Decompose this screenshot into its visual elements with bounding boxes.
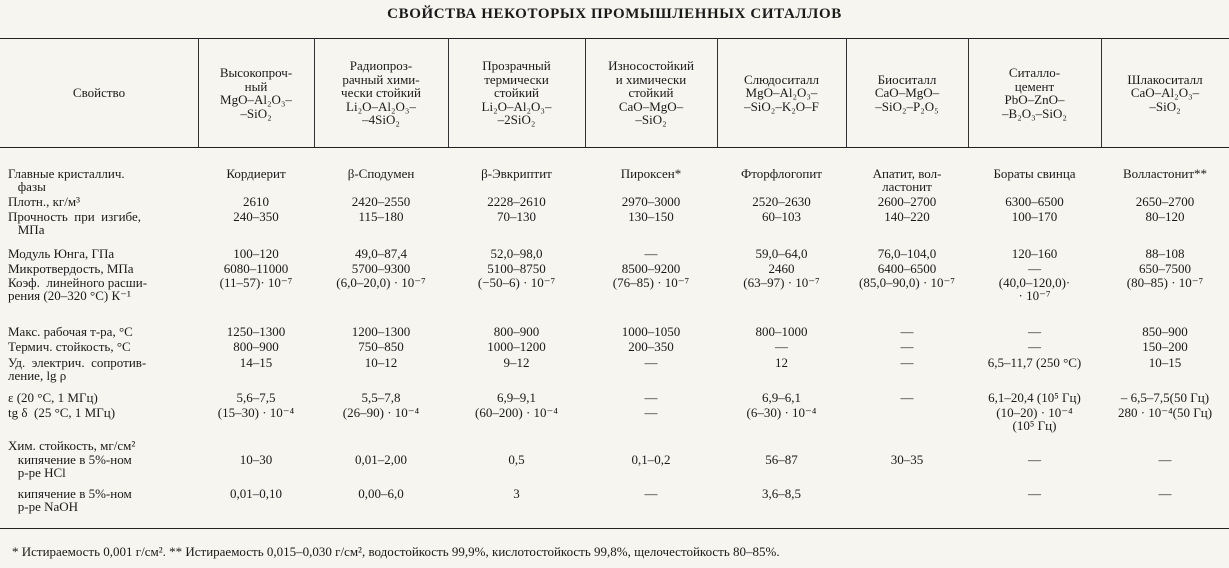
column-header-line: –SiO₂–K₂O–F bbox=[744, 98, 819, 114]
column-header-line: ный bbox=[244, 78, 268, 94]
table-cell-naoh-c7: — bbox=[1028, 486, 1041, 501]
column-header-line: Li₂O–Al₂O₃– bbox=[481, 98, 552, 114]
table-cell-microhard-c8: 650–7500 bbox=[1139, 261, 1191, 276]
table-cell-phases-c3: β-Эвкриптит bbox=[481, 166, 552, 181]
column-header-line: Радиопроз- bbox=[349, 58, 413, 74]
table-cell-young-c8: 88–108 bbox=[1145, 246, 1185, 261]
table-cell-density-c4: 2970–3000 bbox=[621, 194, 681, 209]
column-header-line: PbO–ZnO– bbox=[1004, 92, 1065, 107]
table-cell-density-c8: 2650–2700 bbox=[1135, 194, 1195, 209]
column-header-line: Биоситалл bbox=[877, 71, 937, 87]
table-title: СВОЙСТВА НЕКОТОРЫХ ПРОМЫШЛЕННЫХ СИТАЛЛОВ bbox=[387, 6, 842, 22]
column-header-c5 bbox=[717, 42, 846, 144]
column-header-line: –SiO₂–P₂O₅ bbox=[875, 98, 939, 114]
cell-line: tg δ (25 °С, 1 МГц) bbox=[8, 405, 116, 420]
table-cell-naoh-c3: 3 bbox=[513, 486, 520, 501]
cell-line: Главные кристаллич. bbox=[8, 166, 125, 181]
cell-line: · 10⁻⁷ bbox=[1018, 288, 1051, 304]
column-header-line: –SiO₂ bbox=[240, 105, 272, 121]
table-cell-maxtemp-c6: — bbox=[900, 324, 914, 339]
table-cell-phases-c2: β-Сподумен bbox=[347, 166, 415, 181]
table-cell-resistivity-c1: 14–15 bbox=[239, 355, 273, 370]
column-header-line: рачный хими- bbox=[342, 71, 420, 87]
cell-line: ε (20 °С, 1 МГц) bbox=[8, 390, 98, 405]
table-cell-resistivity-c7: 6,5–11,7 (250 °С) bbox=[987, 355, 1082, 370]
column-header-line: –4SiO₂ bbox=[362, 112, 400, 128]
table-cell-tgdelta-c4: — bbox=[644, 405, 658, 420]
column-header-c7 bbox=[968, 42, 1101, 144]
column-header-line: Свойство bbox=[72, 85, 126, 101]
column-header-line: Li₂O–Al₂O₃– bbox=[346, 98, 416, 114]
table-cell-thermres-c3: 1000–1200 bbox=[487, 339, 546, 354]
column-header-line: Высокопроч- bbox=[219, 65, 293, 80]
table-cell-thermres-c1: 800–900 bbox=[233, 339, 279, 354]
table-cell-epsilon-c5: 6,9–6,1 bbox=[762, 390, 801, 405]
table-cell-naoh-c2: 0,00–6,0 bbox=[358, 486, 404, 501]
table-cell-naoh-c4: — bbox=[644, 486, 658, 501]
column-header-line: –B₂O₃–SiO₂ bbox=[1002, 105, 1067, 121]
cell-line: ластонит bbox=[882, 179, 932, 195]
cell-line: кипячение в 5%-ном bbox=[8, 486, 132, 501]
column-header-line: термически bbox=[484, 71, 549, 87]
cell-line: фазы bbox=[8, 179, 46, 195]
table-cell-epsilon-c1: 5,6–7,5 bbox=[236, 390, 276, 405]
column-header-line: MgO–Al₂O₃– bbox=[220, 92, 292, 107]
table-cell-epsilon-c3: 6,9–9,1 bbox=[497, 390, 536, 405]
table-cell-strength-c6: 140–220 bbox=[884, 209, 930, 224]
table-cell-epsilon-c7: 6,1–20,4 (10⁵ Гц) bbox=[988, 390, 1081, 405]
column-header-line: Износостойкий bbox=[608, 58, 694, 74]
cell-line: Плотн., кг/м³ bbox=[8, 194, 80, 209]
table-cell-naoh-c5: 3,6–8,5 bbox=[762, 486, 801, 501]
column-header-line: MgO–Al₂O₃– bbox=[745, 85, 818, 101]
column-header-line: Шлакоситалл bbox=[1127, 71, 1203, 87]
table-cell-young-c1: 100–120 bbox=[233, 246, 279, 261]
table-cell-phases-c1: Кордиерит bbox=[226, 166, 286, 181]
table-cell-naoh-c1: 0,01–0,10 bbox=[230, 486, 282, 501]
table-cell-density-c5: 2520–2630 bbox=[752, 194, 811, 209]
cell-line: (40,0–120,0)· bbox=[998, 275, 1071, 290]
table-cell-maxtemp-c4: 1000–1050 bbox=[621, 324, 681, 339]
table-cell-hcl-c5: 56–87 bbox=[765, 452, 798, 467]
table-cell-young-c3: 52,0–98,0 bbox=[490, 246, 543, 261]
row-label-young bbox=[8, 247, 194, 260]
table-cell-resistivity-c3: 9–12 bbox=[503, 355, 530, 370]
column-header-line: –SiO₂ bbox=[1149, 98, 1181, 114]
table-cell-thermres-c7: — bbox=[1028, 339, 1041, 354]
table-cell-expansion-c5: (63–97) · 10⁻⁷ bbox=[743, 275, 820, 290]
cell-line: р-ре HCl bbox=[8, 465, 66, 481]
row-label-hcl bbox=[8, 453, 194, 480]
row-label-expansion bbox=[8, 276, 194, 303]
table-cell-epsilon-c4: — bbox=[644, 390, 658, 405]
table-cell-young-c2: 49,0–87,4 bbox=[355, 246, 407, 261]
cell-line: рения (20–320 °С) К⁻¹ bbox=[8, 288, 131, 304]
table-cell-density-c1: 2610 bbox=[243, 194, 269, 209]
row-label-tgdelta bbox=[8, 406, 194, 419]
bottom-rule bbox=[0, 528, 1229, 529]
cell-line: Коэф. линейного расши- bbox=[8, 275, 148, 290]
cell-line: Модуль Юнга, ГПа bbox=[8, 246, 115, 261]
table-cell-expansion-c7 bbox=[968, 276, 1101, 303]
table-cell-strength-c7: 100–170 bbox=[1011, 209, 1058, 224]
row-label-naoh bbox=[8, 487, 194, 514]
cell-line: р-ре NaOH bbox=[8, 499, 79, 515]
table-cell-tgdelta-c3: (60–200) · 10⁻⁴ bbox=[475, 405, 558, 420]
table-cell-microhard-c7: — bbox=[1028, 261, 1041, 276]
table-cell-microhard-c6: 6400–6500 bbox=[877, 261, 937, 276]
table-cell-expansion-c6: (85,0–90,0) · 10⁻⁷ bbox=[859, 275, 955, 290]
table-cell-hcl-c4: 0,1–0,2 bbox=[631, 452, 671, 467]
row-label-maxtemp bbox=[8, 325, 194, 338]
table-cell-hcl-c7: — bbox=[1028, 452, 1041, 467]
table-cell-strength-c3: 70–130 bbox=[497, 209, 536, 224]
table-cell-phases-c5: Фторфлогопит bbox=[741, 166, 822, 181]
column-header-c4 bbox=[585, 42, 717, 144]
footnote: * Истираемость 0,001 г/см². ** Истираемость 0,015–0,030 г/см², водостойкость 99,9%, кислотостойкость 99,8%, щелочестойкость 80–85%. bbox=[12, 544, 780, 559]
table-cell-epsilon-c2: 5,5–7,8 bbox=[361, 390, 401, 405]
table-cell-thermres-c8: 150–200 bbox=[1142, 339, 1188, 354]
table-cell-young-c6: 76,0–104,0 bbox=[877, 246, 937, 261]
table-cell-thermres-c6: — bbox=[900, 339, 914, 354]
table-cell-tgdelta-c7 bbox=[968, 406, 1101, 433]
table-cell-strength-c2: 115–180 bbox=[358, 209, 404, 224]
table-cell-strength-c1: 240–350 bbox=[233, 209, 279, 224]
cell-line: Микротвердость, МПа bbox=[8, 261, 134, 276]
column-header-c2 bbox=[314, 42, 448, 144]
table-cell-thermres-c5: — bbox=[775, 339, 788, 354]
table-cell-tgdelta-c5: (6–30) · 10⁻⁴ bbox=[746, 405, 817, 420]
cell-line: Прочность при изгибе, bbox=[8, 209, 142, 224]
row-label-epsilon bbox=[8, 391, 194, 404]
table-cell-young-c7: 120–160 bbox=[1011, 246, 1058, 261]
column-header-line: –2SiO₂ bbox=[497, 112, 536, 128]
table-cell-young-c5: 59,0–64,0 bbox=[755, 246, 808, 261]
row-label-phases bbox=[8, 167, 194, 194]
table-cell-epsilon-c8: – 6,5–7,5(50 Гц) bbox=[1120, 390, 1210, 405]
row-label-thermres bbox=[8, 340, 194, 353]
table-cell-resistivity-c6: — bbox=[900, 355, 914, 370]
table-cell-tgdelta-c2: (26–90) · 10⁻⁴ bbox=[342, 405, 420, 420]
table-cell-expansion-c4: (76–85) · 10⁻⁷ bbox=[612, 275, 690, 290]
table-cell-microhard-c4: 8500–9200 bbox=[621, 261, 681, 276]
table-cell-density-c7: 6300–6500 bbox=[1005, 194, 1064, 209]
column-header-line: CaO–MgO– bbox=[874, 85, 940, 101]
cell-line: (10⁵ Гц) bbox=[1012, 418, 1057, 434]
column-header-line: стойкий bbox=[628, 85, 674, 101]
table-cell-thermres-c4: 200–350 bbox=[628, 339, 674, 354]
table-cell-resistivity-c8: 10–15 bbox=[1148, 355, 1182, 370]
table-cell-microhard-c3: 5100–8750 bbox=[487, 261, 546, 276]
column-header-line: цемент bbox=[1014, 78, 1055, 94]
table-cell-microhard-c5: 2460 bbox=[768, 261, 795, 276]
row-label-strength bbox=[8, 210, 194, 237]
table-cell-density-c3: 2228–2610 bbox=[487, 194, 546, 209]
table-cell-strength-c4: 130–150 bbox=[628, 209, 674, 224]
cell-line: Уд. электрич. сопротив- bbox=[8, 355, 147, 370]
table-cell-phases-c4: Пироксен* bbox=[620, 166, 682, 181]
table-cell-resistivity-c2: 10–12 bbox=[364, 355, 398, 370]
table-cell-expansion-c3: (−50–6) · 10⁻⁷ bbox=[477, 275, 556, 290]
cell-line: Хим. стойкость, мг/см² bbox=[8, 438, 136, 453]
table-cell-microhard-c2: 5700–9300 bbox=[351, 261, 411, 276]
column-header-c3 bbox=[448, 42, 585, 144]
table-cell-hcl-c1: 10–30 bbox=[239, 452, 273, 467]
table-cell-phases-c7: Бораты свинца bbox=[993, 166, 1076, 181]
table-cell-maxtemp-c3: 800–900 bbox=[493, 324, 540, 339]
column-header-line: Слюдоситалл bbox=[743, 71, 820, 87]
table-cell-hcl-c8: — bbox=[1158, 452, 1172, 467]
cell-line: МПа bbox=[8, 222, 45, 238]
column-header-c6 bbox=[846, 42, 968, 144]
column-header-line: Ситалло- bbox=[1008, 65, 1061, 80]
table-cell-thermres-c2: 750–850 bbox=[358, 339, 404, 354]
column-header-line: –SiO₂ bbox=[635, 112, 667, 128]
table-cell-tgdelta-c1: (15–30) · 10⁻⁴ bbox=[217, 405, 295, 420]
column-header-c8 bbox=[1101, 42, 1229, 144]
table-cell-maxtemp-c5: 800–1000 bbox=[755, 324, 808, 339]
table-cell-maxtemp-c1: 1250–1300 bbox=[226, 324, 286, 339]
table-cell-naoh-c8: — bbox=[1158, 486, 1172, 501]
table-cell-tgdelta-c8: 280 · 10⁻⁴(50 Гц) bbox=[1117, 405, 1213, 420]
table-cell-strength-c8: 80–120 bbox=[1145, 209, 1185, 224]
column-header-line: и химически bbox=[615, 71, 687, 87]
table-cell-resistivity-c5: 12 bbox=[775, 355, 788, 370]
cell-line: Макс. рабочая т-ра, °С bbox=[8, 324, 133, 339]
table-cell-expansion-c1: (11–57)· 10⁻⁷ bbox=[219, 275, 293, 290]
table-cell-density-c2: 2420–2550 bbox=[351, 194, 411, 209]
table-cell-resistivity-c4: — bbox=[644, 355, 658, 370]
row-label-microhard bbox=[8, 262, 194, 275]
column-header-line: чески стойкий bbox=[341, 85, 421, 101]
table-cell-expansion-c8: (80–85) · 10⁻⁷ bbox=[1126, 275, 1204, 290]
column-header-line: CaO–Al₂O₃– bbox=[1130, 85, 1200, 101]
table-cell-strength-c5: 60–103 bbox=[762, 209, 801, 224]
row-label-density bbox=[8, 195, 194, 208]
table-cell-phases-c8: Волластонит** bbox=[1122, 166, 1208, 181]
column-header-property bbox=[0, 42, 198, 144]
table-cell-maxtemp-c7: — bbox=[1028, 324, 1041, 339]
table-cell-density-c6: 2600–2700 bbox=[877, 194, 937, 209]
row-label-resistivity bbox=[8, 356, 194, 383]
table-cell-expansion-c2: (6,0–20,0) · 10⁻⁷ bbox=[336, 275, 426, 290]
cell-line: Апатит, вол- bbox=[872, 166, 942, 181]
cell-line: кипячение в 5%-ном bbox=[8, 452, 132, 467]
table-cell-hcl-c6: 30–35 bbox=[890, 452, 924, 467]
table-cell-hcl-c3: 0,5 bbox=[508, 452, 525, 467]
header-rule bbox=[0, 147, 1229, 148]
cell-line: (10–20) · 10⁻⁴ bbox=[996, 405, 1073, 420]
table-cell-maxtemp-c8: 850–900 bbox=[1142, 324, 1188, 339]
table-cell-hcl-c2: 0,01–2,00 bbox=[355, 452, 407, 467]
column-header-line: Прозрачный bbox=[482, 58, 551, 74]
table-cell-microhard-c1: 6080–11000 bbox=[223, 261, 289, 276]
column-header-c1 bbox=[198, 42, 314, 144]
cell-line: ление, lg ρ bbox=[8, 368, 67, 384]
cell-line: Термич. стойкость, °С bbox=[8, 339, 131, 354]
column-header-line: CaO–MgO– bbox=[618, 98, 684, 114]
row-label-chem bbox=[8, 439, 194, 452]
table-cell-maxtemp-c2: 1200–1300 bbox=[351, 324, 411, 339]
table-cell-young-c4: — bbox=[644, 246, 658, 261]
top-rule bbox=[0, 38, 1229, 39]
table-cell-phases-c6 bbox=[846, 167, 968, 194]
table-cell-epsilon-c6: — bbox=[900, 390, 914, 405]
column-header-line: стойкий bbox=[494, 85, 539, 101]
